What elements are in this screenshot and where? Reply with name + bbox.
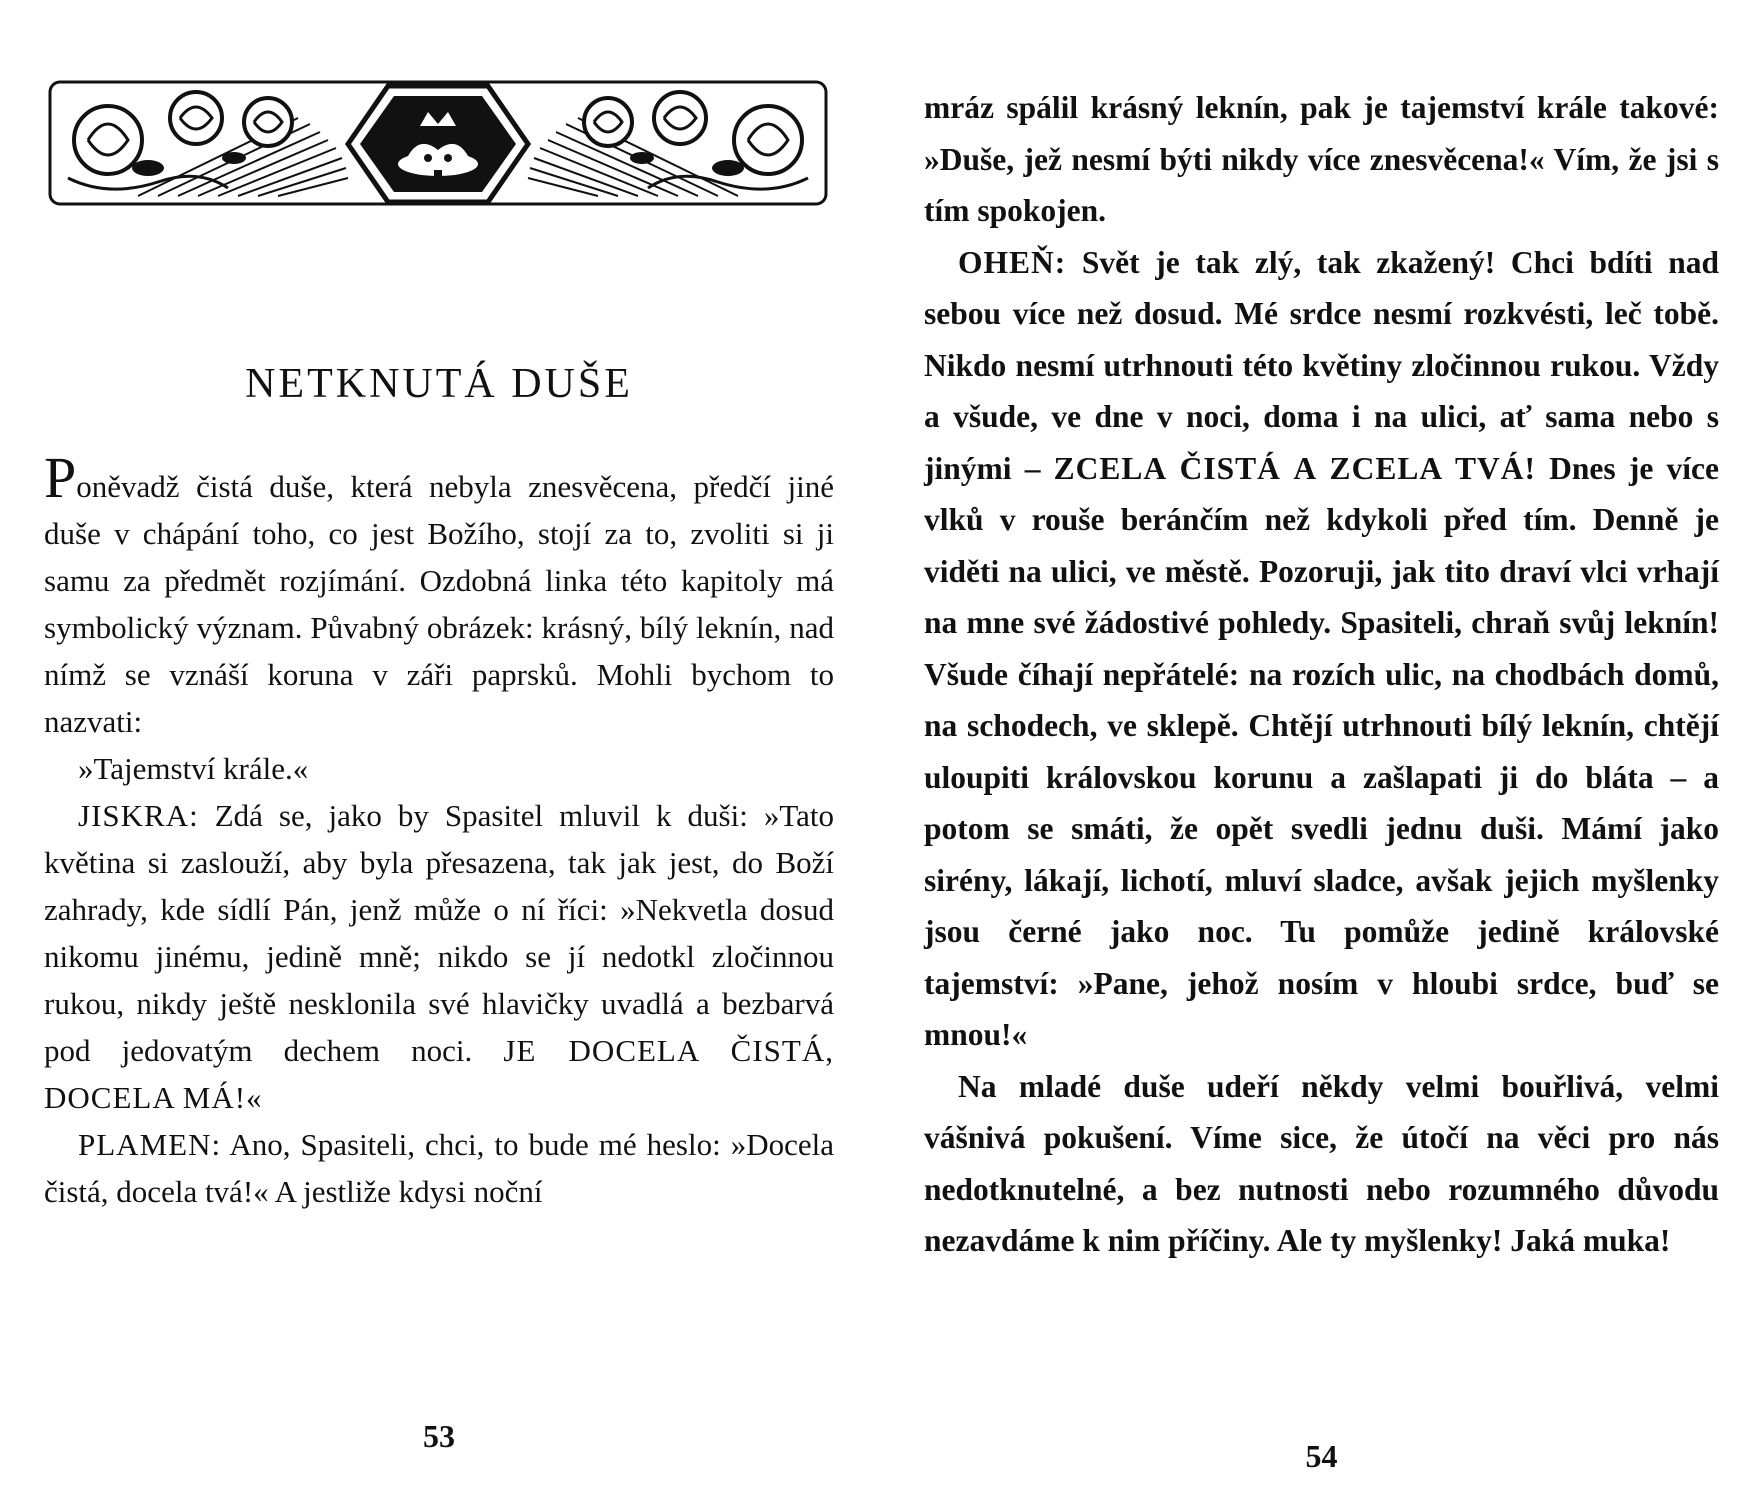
paragraph (44, 445, 834, 745)
paragraph-text: oněvadž čistá duše, která nebyla znesvěcena, předčí jiné duše v chápání toho, co jest Božího, stojí za to, zvoliti si ji samu za předmět rozjímání. Ozdobná linka této kapitoly má symbolický význam. Půvabný obrázek: krásný, bílý leknín, nad nímž se vznáší koruna v záři paprsků. Mohli bychom to nazvati: (44, 469, 834, 739)
paragraph-text: Ano, Spasiteli, chci, to bude mé heslo: »Docela čistá, docela tvá!« A jestliže kdysi noční (44, 1127, 834, 1209)
right-page (924, 0, 1719, 1500)
paragraph-text: Zdá se, jako by Spasitel mluvil k duši: »Tato květina si zaslouží, aby byla přesazena, tak jak jest, do Boží zahrady, kde sídlí Pán, jenž může o ní říci: »Nekvetla dosud nikomu jinému, jedině mně; nikdo se jí nedotkl zločinnou rukou, nikdy ještě nesklonila své hlavičky uvadlá a bezbarvá pod jedovatým dechem noci. (44, 798, 834, 1068)
right-body-text (924, 82, 1719, 1267)
paragraph-text: Svět je tak zlý, tak zkažený! Chci bdíti nad sebou více než dosud. Mé srdce nesmí rozkvésti, leč tobě. Nikdo nesmí utrhnouti této květiny zločinnou rukou. Vždy a všude, ve dne v noci, doma i na ulici, ať sama nebo s jinými – (924, 244, 1719, 486)
speaker-label: OHEŇ: (958, 244, 1067, 280)
lotus-crown-ornament (48, 78, 828, 208)
drop-cap: P (44, 445, 77, 510)
emphasis-caps: ZCELA ČISTÁ A ZCELA TVÁ! (1053, 450, 1536, 486)
paragraph: »Tajemství krále.« (78, 751, 309, 786)
paragraph (44, 792, 834, 1121)
chapter-title: NETKNUTÁ DUŠE (245, 361, 633, 407)
left-body-text (44, 445, 834, 1215)
paragraph: Na mladé duše udeří někdy velmi bouřlivá, velmi vášnivá pokušení. Víme sice, že útočí na věci pro nás nedotknutelné, a bez nutnosti nebo rozumného důvodu nezavdáme k nim příčiny. Ale ty myšlenky! Jaká muka! (924, 1068, 1719, 1258)
speaker-label: JISKRA: (78, 798, 199, 833)
emphasis-caps: JE DOCELA ČISTÁ, DOCELA MÁ!« (44, 1033, 834, 1115)
paragraph (924, 237, 1719, 1061)
left-page (44, 0, 834, 1500)
paragraph: mráz spálil krásný leknín, pak je tajemství krále takové: »Duše, jež nesmí býti nikdy více znesvěcena!« Vím, že jsi s tím spokojen. (924, 90, 1719, 228)
paragraph-text: Dnes je více vlků v rouše beránčím než kdykoli před tím. Denně je viděti na ulici, ve městě. Pozoruji, jak tito draví vlci vrhají na mne své žádostivé pohledy. Spasiteli, chraň svůj leknín! Všude číhají nepřátelé: na rozích ulic, na chodbách domů, na schodech, ve sklepě. Chtějí utrhnouti bílý leknín, chtějí uloupiti královskou korunu a zašlapati ji do bláta – a potom se smáti, že opět svedli jednu duši. Mámí jako sirény, lákají, lichotí, mluví sladce, avšak jejich myšlenky jsou černé jako noc. Tu pomůže jedině královské tajemství: »Pane, jehož nosím v hloubi srdce, buď se mnou!« (924, 450, 1719, 1052)
paragraph (44, 1121, 834, 1215)
speaker-label: PLAMEN: (78, 1127, 222, 1162)
page-number: 54 (1305, 1438, 1338, 1474)
page-number: 53 (423, 1418, 455, 1454)
